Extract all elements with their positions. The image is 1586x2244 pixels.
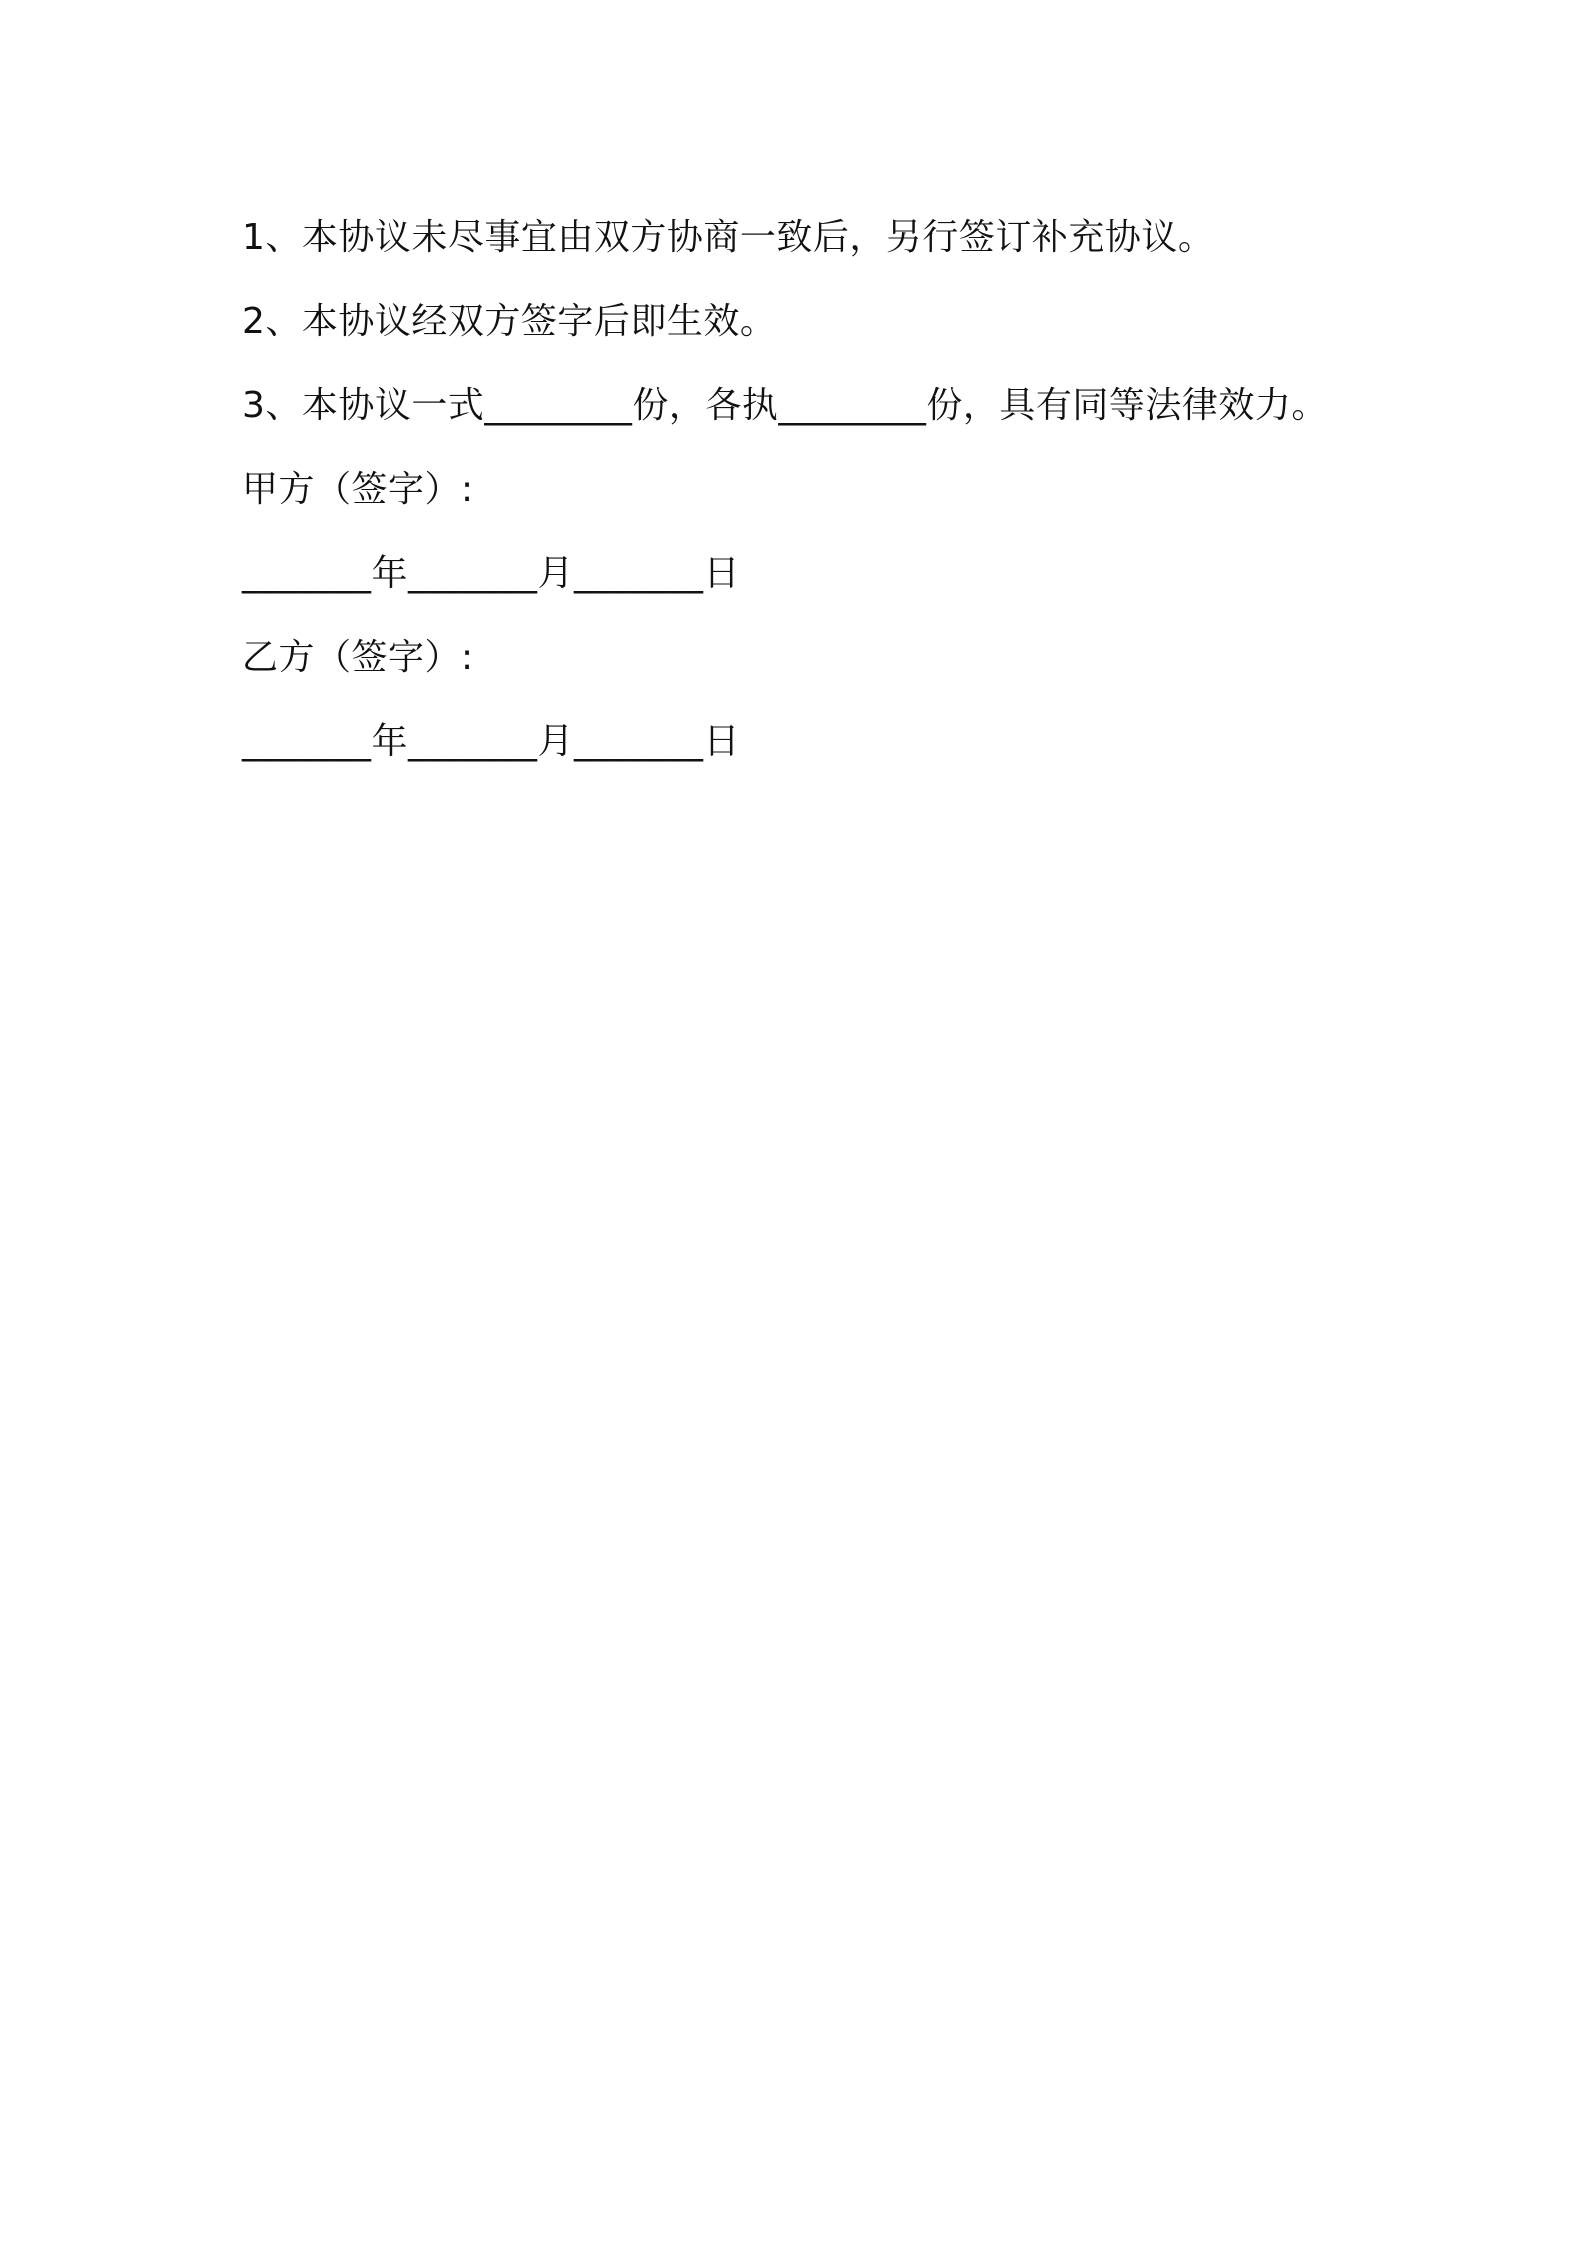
clause-1: 1、本协议未尽事宜由双方协商一致后，另行签订补充协议。: [242, 217, 1215, 258]
party-a-date-line: _______年_______月_______日: [242, 553, 740, 594]
clause-2: 2、本协议经双方签字后即生效。: [242, 301, 777, 342]
document-body: [242, 196, 1392, 784]
party-a-signature-label: 甲方（签字）:: [242, 469, 474, 510]
party-b-signature-label: 乙方（签字）:: [242, 637, 474, 678]
clause-3: 3、本协议一式________份，各执________份，具有同等法律效力。: [242, 385, 1328, 426]
party-b-date-line: _______年_______月_______日: [242, 721, 740, 762]
